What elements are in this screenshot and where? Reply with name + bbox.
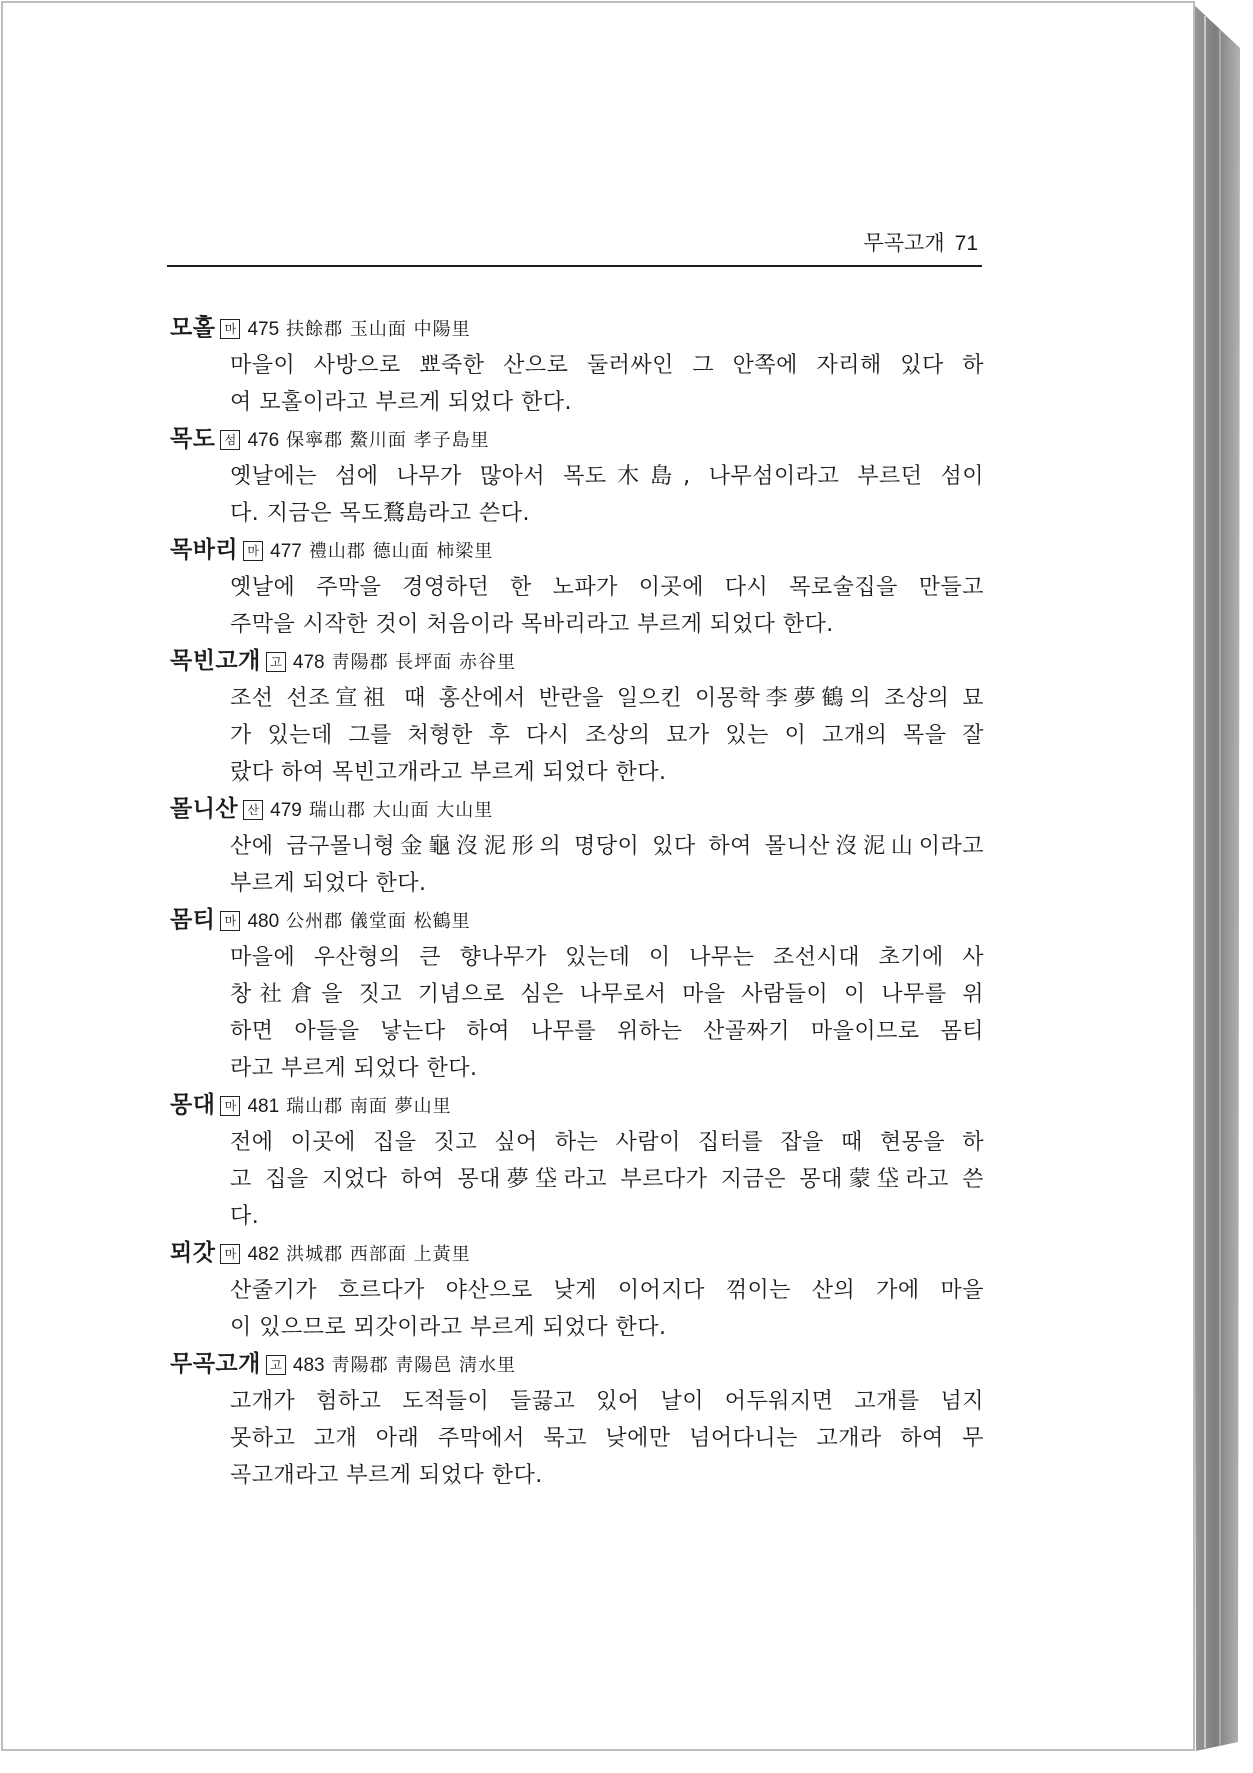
entry-line: 마을에 우산형의 큰 향나무가 있는데 이 나무는 조선시대 초기에 사 xyxy=(230,945,984,970)
entry-location: 靑陽郡 靑陽邑 淸水里 xyxy=(331,1355,517,1376)
headword: 몰니산 xyxy=(170,796,239,822)
entry-location: 洪城郡 西部面 上黃里 xyxy=(286,1244,471,1265)
entry-line: 옛날에 주막을 경영하던 한 노파가 이곳에 다시 목로술집을 만들고 xyxy=(230,575,984,600)
type-mark: 마 xyxy=(243,541,263,561)
entry-number: 481 xyxy=(247,1096,280,1117)
type-mark: 마 xyxy=(220,319,240,339)
headword: 무곡고개 xyxy=(170,1351,261,1377)
type-mark: 마 xyxy=(220,1244,240,1264)
entry-number: 476 xyxy=(247,430,280,451)
entry-line: 랐다 하여 목빈고개라고 부르게 되었다 한다. xyxy=(230,760,667,785)
entry-location: 保寧郡 鰲川面 孝子島里 xyxy=(286,430,490,451)
header-rule xyxy=(167,265,982,267)
entry-number: 478 xyxy=(292,652,325,673)
entry xyxy=(170,902,984,1087)
entry xyxy=(170,310,984,421)
entry-line: 고 집을 지었다 하여 몽대夢垈라고 부르다가 지금은 몽대蒙垈라고 쓴 xyxy=(230,1167,984,1192)
type-mark: 고 xyxy=(266,1355,286,1375)
entry xyxy=(170,791,984,902)
entry-location: 瑞山郡 大山面 大山里 xyxy=(308,800,494,821)
headword: 몸티 xyxy=(170,907,216,933)
headword: 목도 xyxy=(170,426,216,452)
entry-location: 瑞山郡 南面 夢山里 xyxy=(286,1096,452,1117)
entry-line: 고개가 험하고 도적들이 들끓고 있어 날이 어두워지면 고개를 넘지 xyxy=(230,1389,984,1414)
entry xyxy=(170,643,984,791)
entry-heading xyxy=(170,902,984,939)
entry-line: 산줄기가 흐르다가 야산으로 낮게 이어지다 꺾이는 산의 가에 마을 xyxy=(230,1278,984,1303)
entry-line: 다. 지금은 목도鶩島라고 쓴다. xyxy=(230,501,530,526)
entry-heading xyxy=(170,1235,984,1272)
entry-heading xyxy=(170,421,984,458)
entry-number: 483 xyxy=(292,1355,325,1376)
entry xyxy=(170,1235,984,1346)
entry-line: 전에 이곳에 집을 짓고 싶어 하는 사람이 집터를 잡을 때 현몽을 하 xyxy=(230,1130,984,1155)
entry-line: 여 모홀이라고 부르게 되었다 한다. xyxy=(230,390,572,415)
entry-line: 다. xyxy=(230,1204,260,1229)
running-head xyxy=(863,229,978,257)
entry-line: 못하고 고개 아래 주막에서 묵고 낮에만 넘어다니는 고개라 하여 무 xyxy=(230,1426,984,1451)
page-edge-stack xyxy=(1192,3,1240,1751)
type-mark: 마 xyxy=(220,911,240,931)
entry-line: 창社倉을 짓고 기념으로 심은 나무로서 마을 사람들이 이 나무를 위 xyxy=(230,982,984,1007)
entry-line: 마을이 사방으로 뾰죽한 산으로 둘러싸인 그 안쪽에 자리해 있다 하 xyxy=(230,353,984,378)
entry xyxy=(170,1087,984,1235)
entry-location: 禮山郡 德山面 柿梁里 xyxy=(308,541,494,562)
entry-line: 산에 금구몰니형金龜沒泥形의 명당이 있다 하여 몰니산沒泥山이라고 xyxy=(230,834,984,859)
entry-heading xyxy=(170,791,984,828)
entry-number: 480 xyxy=(247,911,280,932)
entry-line: 이 있으므로 뫼갓이라고 부르게 되었다 한다. xyxy=(230,1315,667,1340)
entry-heading xyxy=(170,310,984,347)
headword: 목바리 xyxy=(170,537,239,563)
entry-number: 479 xyxy=(270,800,302,821)
entry-line: 조선 선조宣祖 때 홍산에서 반란을 일으킨 이몽학李夢鶴의 조상의 묘 xyxy=(230,686,984,711)
type-mark: 고 xyxy=(266,652,286,672)
entry-number: 482 xyxy=(247,1244,280,1265)
type-mark: 섬 xyxy=(220,430,240,450)
entry-heading xyxy=(170,643,984,680)
entry-line: 옛날에는 섬에 나무가 많아서 목도木島, 나무섬이라고 부르던 섬이 xyxy=(230,464,984,489)
entry xyxy=(170,532,984,643)
entry xyxy=(170,1346,984,1494)
entry-line: 라고 부르게 되었다 한다. xyxy=(230,1056,478,1081)
entry-line: 하면 아들을 낳는다 하여 나무를 위하는 산골짜기 마을이므로 몸티 xyxy=(230,1019,984,1044)
entry-number: 475 xyxy=(247,319,280,340)
headword: 목빈고개 xyxy=(170,648,261,674)
entry-line: 가 있는데 그를 처형한 후 다시 조상의 묘가 있는 이 고개의 목을 잘 xyxy=(230,723,984,748)
entry-line: 주막을 시작한 것이 처음이라 목바리라고 부르게 되었다 한다. xyxy=(230,612,834,637)
entry-location: 靑陽郡 長坪面 赤谷里 xyxy=(331,652,517,673)
type-mark: 마 xyxy=(220,1096,240,1116)
headword: 뫼갓 xyxy=(170,1240,216,1266)
entry-heading xyxy=(170,532,984,569)
dictionary-entries xyxy=(170,310,984,1494)
entry-location: 扶餘郡 玉山面 中陽里 xyxy=(286,319,471,340)
type-mark: 산 xyxy=(243,800,263,820)
entry xyxy=(170,421,984,532)
page-number: 71 xyxy=(954,232,978,255)
entry-location: 公州郡 儀堂面 松鶴里 xyxy=(286,911,471,932)
entry-heading xyxy=(170,1346,984,1383)
entry-line: 곡고개라고 부르게 되었다 한다. xyxy=(230,1463,543,1488)
running-head-title: 무곡고개 xyxy=(863,231,945,255)
headword: 모홀 xyxy=(170,315,216,341)
headword: 몽대 xyxy=(170,1092,216,1118)
entry-line: 부르게 되었다 한다. xyxy=(230,871,427,896)
entry-number: 477 xyxy=(270,541,302,562)
entry-heading xyxy=(170,1087,984,1124)
